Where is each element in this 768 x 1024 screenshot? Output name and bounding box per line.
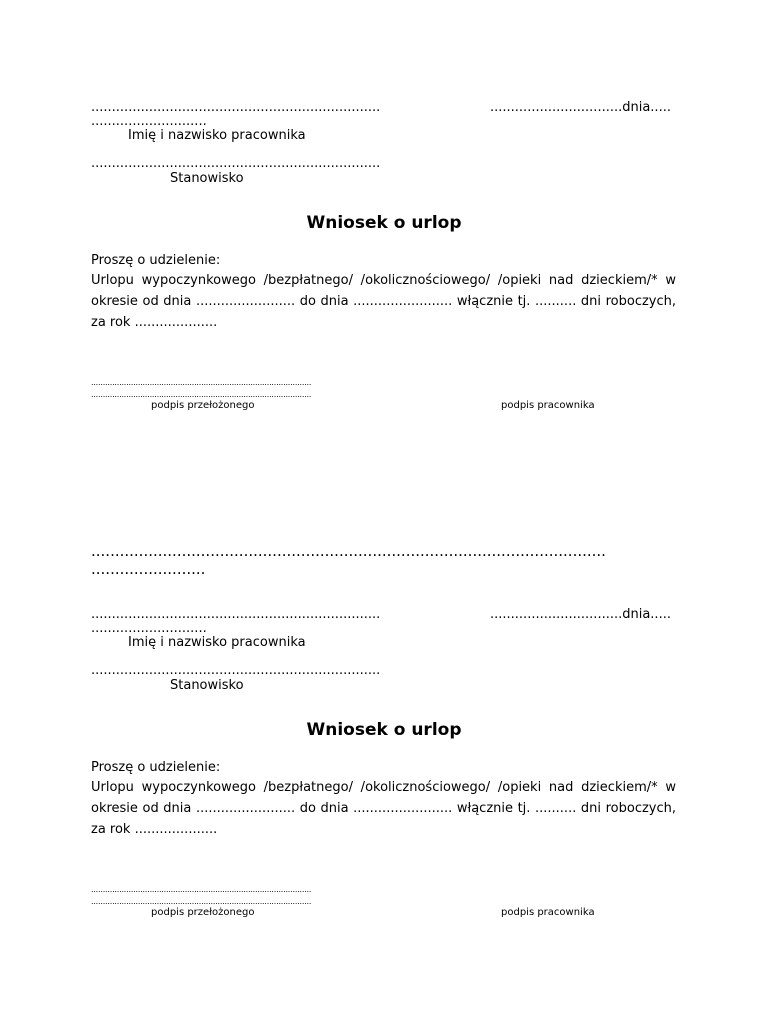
employee-name-label: Imię i nazwisko pracownika [128,128,306,143]
position-field[interactable]: ...................................................................... [91,156,381,171]
employee-signature-label: podpis pracownika [501,907,595,918]
employee-name-field[interactable]: ...................................................................... [91,100,381,115]
signature-line-continuation: .............................................................................................. [91,897,312,906]
date-field[interactable]: ................................dnia..... [490,100,671,115]
request-intro: Proszę o udzielenie: [91,760,221,775]
position-label: Stanowisko [170,171,244,186]
supervisor-signature-label: podpis przełożonego [151,400,255,411]
request-body: Urlopu wypoczynkowego /bezpłatnego/ /okolicznościowego/ /opieki nad dzieckiem/* w okresie od dnia ........................ do dnia ........................ włącznie tj. .......... dni roboczych, za rok .................... [91,273,676,330]
employee-name-label: Imię i nazwisko pracownika [128,635,306,650]
separator-line: ............................................................................................................ [91,542,606,560]
request-body: Urlopu wypoczynkowego /bezpłatnego/ /okolicznościowego/ /opieki nad dzieckiem/* w okresie od dnia ........................ do dnia ........................ włącznie tj. .......... dni roboczych, za rok .................... [91,780,676,837]
date-field-continuation: ............................ [91,114,207,129]
request-intro: Proszę o udzielenie: [91,253,221,268]
form-title: Wniosek o urlop [306,213,462,233]
date-field-continuation: ............................ [91,621,207,636]
separator-line-continuation: ........................ [91,560,206,578]
employee-name-field[interactable]: ...................................................................... [91,607,381,622]
signature-line-continuation: .............................................................................................. [91,390,312,399]
form-title: Wniosek o urlop [306,720,462,740]
signature-line[interactable]: .............................................................................................. [91,378,312,387]
employee-signature-label: podpis pracownika [501,400,595,411]
position-field[interactable]: ...................................................................... [91,663,381,678]
date-field[interactable]: ................................dnia..... [490,607,671,622]
signature-line[interactable]: .............................................................................................. [91,885,312,894]
position-label: Stanowisko [170,678,244,693]
supervisor-signature-label: podpis przełożonego [151,907,255,918]
